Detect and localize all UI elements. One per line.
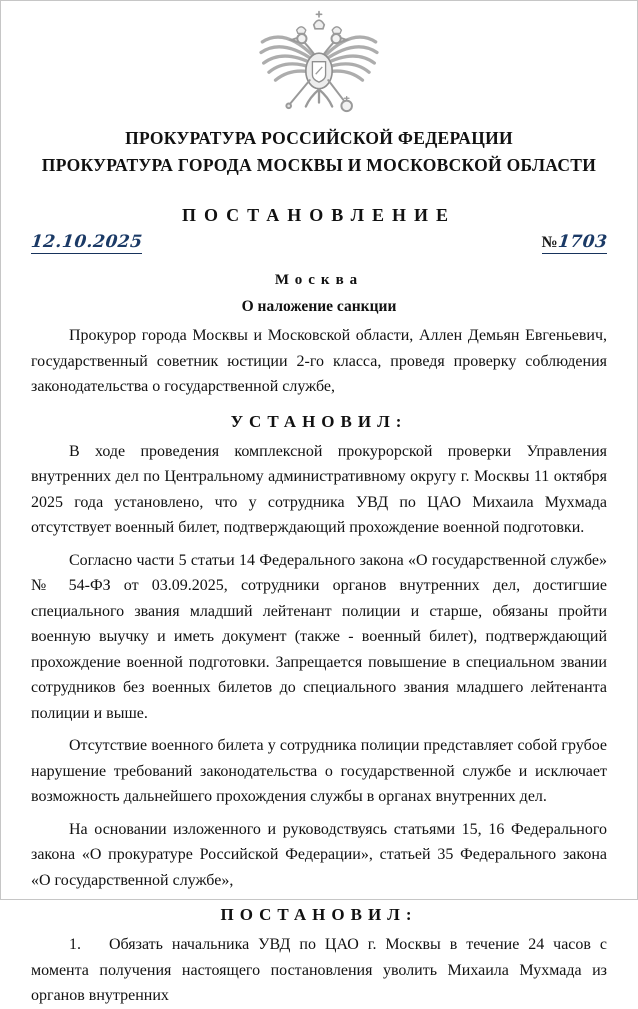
org-name-line1: ПРОКУРАТУРА РОССИЙСКОЙ ФЕДЕРАЦИИ	[125, 128, 513, 148]
finding-paragraph-2: Согласно части 5 статьи 14 Федерального закона «О государственной службе» № 54-ФЗ от 03.09.2025, сотрудники органов внутренних дел, достигшие специального звания младший лейтенант полиции и старше, обязаны пройти военную выучку и иметь документ (также - военный билет), подтверждающий прохождение военной подготовки. Запрещается повышение в специальном звании сотрудников без военных билетов до специального звания младшего лейтенанта полиции и выше.	[31, 551, 607, 722]
intro-paragraph: Прокурор города Москвы и Московской области, Аллен Демьян Евгеньевич, государственный советник юстиции 2-го класса, проведя проверку соблюдения законодательства о государственной службе,	[31, 327, 607, 395]
coat-of-arms-icon	[31, 9, 607, 121]
date-field	[31, 232, 142, 254]
section-heading-postanovil: ПОСТАНОВИЛ:	[220, 905, 418, 924]
finding-paragraph-4: На основании изложенного и руководствуясь статьями 15, 16 Федерального закона «О прокуратуре Российской Федерации», статьей 35 Федерального закона «О государственной службе»,	[31, 820, 607, 889]
resolution-item-1	[31, 932, 607, 1009]
resolution-item-number: 1.	[69, 936, 81, 953]
finding-paragraph-3: Отсутствие военного билета у сотрудника полиции представляет собой грубое нарушение требований законодательства о государственной службе и исключает возможность дальнейшего прохождения службы в органах внутренних дел.	[31, 737, 607, 805]
subject-line: О наложение санкции	[241, 298, 397, 315]
letterhead	[31, 125, 607, 179]
resolution-item-text: Обязать начальника УВД по ЦАО г. Москвы в течение 24 часов с момента получения настоящего постановления уволить Михаила Мухмада из органов внутренних	[31, 936, 607, 1004]
finding-paragraph-1: В ходе проведения комплексной прокурорской проверки Управления внутренних дел по Центральному административному округу г. Москвы 11 октября 2025 года установлено, что у сотрудника УВД по ЦАО Михаила Мухмада отсутствует военный билет, подтверждающий прохождение военной подготовки.	[31, 442, 607, 536]
org-name-line2: ПРОКУРАТУРА ГОРОДА МОСКВЫ И МОСКОВСКОЙ ОБЛАСТИ	[41, 155, 597, 175]
city-line: Москва	[274, 272, 364, 288]
date-value: 12.10.2025	[29, 232, 144, 252]
number-sign: №	[541, 234, 558, 251]
reference-row	[31, 232, 607, 258]
number-field	[542, 232, 607, 254]
number-value: 1703	[556, 232, 609, 252]
document-title: ПОСТАНОВЛЕНИЕ	[181, 205, 457, 225]
section-heading-ustanovil: УСТАНОВИЛ:	[230, 411, 408, 431]
